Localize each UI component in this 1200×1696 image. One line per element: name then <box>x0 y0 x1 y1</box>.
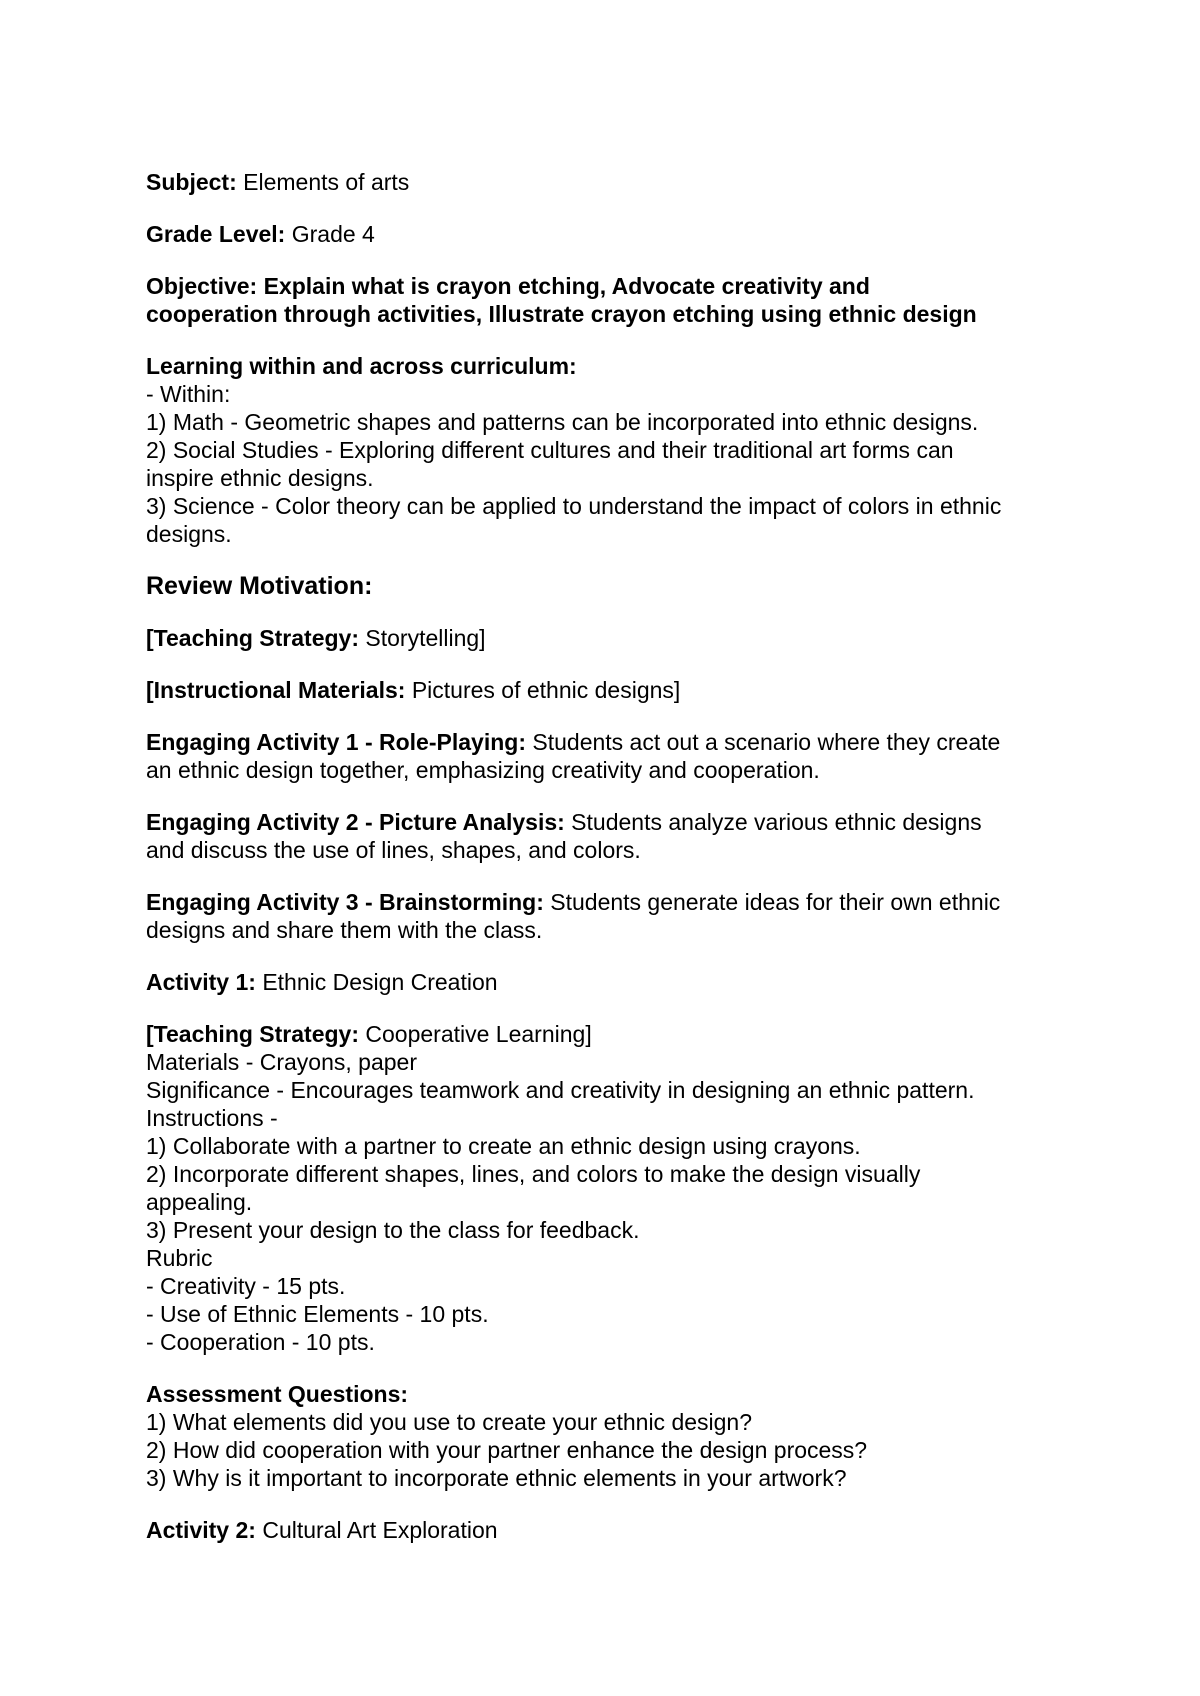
review-materials-value: Pictures of ethnic designs] <box>405 677 681 703</box>
activity-1-label: Activity 1: <box>146 969 256 995</box>
activity-1-strategy-value: Cooperative Learning] <box>359 1021 592 1047</box>
engaging-activity-1-text-1: Students act out a scenario where they create <box>525 729 1001 755</box>
engaging-activity-2-text-2: and discuss the use of lines, shapes, and colors. <box>146 837 641 863</box>
review-strategy <box>146 624 1076 652</box>
learning-item-math: 1) Math - Geometric shapes and patterns can be incorporated into ethnic designs. <box>146 409 979 435</box>
engaging-activity-2-label: Engaging Activity 2 - Picture Analysis: <box>146 809 565 835</box>
review-heading: Review Motivation: <box>146 572 373 600</box>
engaging-activity-3-label: Engaging Activity 3 - Brainstorming: <box>146 889 544 915</box>
activity-1-rubric: Rubric <box>146 1245 213 1271</box>
engaging-activity-3-text-2: designs and share them with the class. <box>146 917 543 943</box>
grade-line <box>146 220 1076 248</box>
review-strategy-value: Storytelling] <box>359 625 486 651</box>
assessment-heading: Assessment Questions: <box>146 1381 409 1407</box>
review-strategy-label: [Teaching Strategy: <box>146 625 359 651</box>
activity-1-rubric-2: - Use of Ethnic Elements - 10 pts. <box>146 1301 489 1327</box>
activity-1-instruction-2a: 2) Incorporate different shapes, lines, and colors to make the design visually <box>146 1161 921 1187</box>
engaging-activity-3 <box>146 888 1076 916</box>
engaging-activity-3-text-1: Students generate ideas for their own ethnic <box>543 889 1001 915</box>
activity-2-name: Cultural Art Exploration <box>255 1517 498 1543</box>
objective-text-2: cooperation through activities, Illustrate crayon etching using ethnic design <box>146 301 977 327</box>
learning-item-social-2: inspire ethnic designs. <box>146 465 374 491</box>
assessment-question-2: 2) How did cooperation with your partner enhance the design process? <box>146 1437 868 1463</box>
activity-1-title <box>146 968 1076 996</box>
engaging-activity-1 <box>146 728 1076 756</box>
subject-label: Subject: <box>146 169 237 195</box>
assessment-question-1: 1) What elements did you use to create your ethnic design? <box>146 1409 753 1435</box>
engaging-activity-1-text-2: an ethnic design together, emphasizing creativity and cooperation. <box>146 757 820 783</box>
activity-1-instruction-1: 1) Collaborate with a partner to create an ethnic design using crayons. <box>146 1133 861 1159</box>
subject-value: Elements of arts <box>236 169 410 195</box>
activity-1-instructions: Instructions - <box>146 1105 278 1131</box>
objective-text-1: Explain what is crayon etching, Advocate creativity and <box>257 273 870 299</box>
engaging-activity-1-label: Engaging Activity 1 - Role-Playing: <box>146 729 526 755</box>
review-materials <box>146 676 1076 704</box>
activity-1-rubric-3: - Cooperation - 10 pts. <box>146 1329 375 1355</box>
review-materials-label: [Instructional Materials: <box>146 677 406 703</box>
learning-within: - Within: <box>146 381 231 407</box>
activity-1-materials: Materials - Crayons, paper <box>146 1049 417 1075</box>
learning-item-science-1: 3) Science - Color theory can be applied to understand the impact of colors in ethnic <box>146 493 1002 519</box>
activity-2-title <box>146 1516 1076 1544</box>
grade-label: Grade Level: <box>146 221 286 247</box>
learning-heading: Learning within and across curriculum: <box>146 353 577 379</box>
grade-value: Grade 4 <box>285 221 375 247</box>
objective-label: Objective: <box>146 273 258 299</box>
activity-1-instruction-3: 3) Present your design to the class for feedback. <box>146 1217 640 1243</box>
assessment-question-3: 3) Why is it important to incorporate ethnic elements in your artwork? <box>146 1465 847 1491</box>
engaging-activity-2 <box>146 808 1076 836</box>
learning-item-science-2: designs. <box>146 521 232 547</box>
activity-1-strategy <box>146 1020 1076 1048</box>
activity-1-significance: Significance - Encourages teamwork and creativity in designing an ethnic pattern. <box>146 1077 975 1103</box>
activity-1-instruction-2b: appealing. <box>146 1189 253 1215</box>
objective-line <box>146 272 1076 300</box>
activity-1-name: Ethnic Design Creation <box>255 969 498 995</box>
learning-item-social-1: 2) Social Studies - Exploring different cultures and their traditional art forms can <box>146 437 954 463</box>
activity-1-rubric-1: - Creativity - 15 pts. <box>146 1273 346 1299</box>
engaging-activity-2-text-1: Students analyze various ethnic designs <box>564 809 982 835</box>
activity-1-strategy-label: [Teaching Strategy: <box>146 1021 359 1047</box>
activity-2-label: Activity 2: <box>146 1517 256 1543</box>
subject-line <box>146 168 1076 196</box>
lesson-plan-body <box>146 168 1076 1544</box>
